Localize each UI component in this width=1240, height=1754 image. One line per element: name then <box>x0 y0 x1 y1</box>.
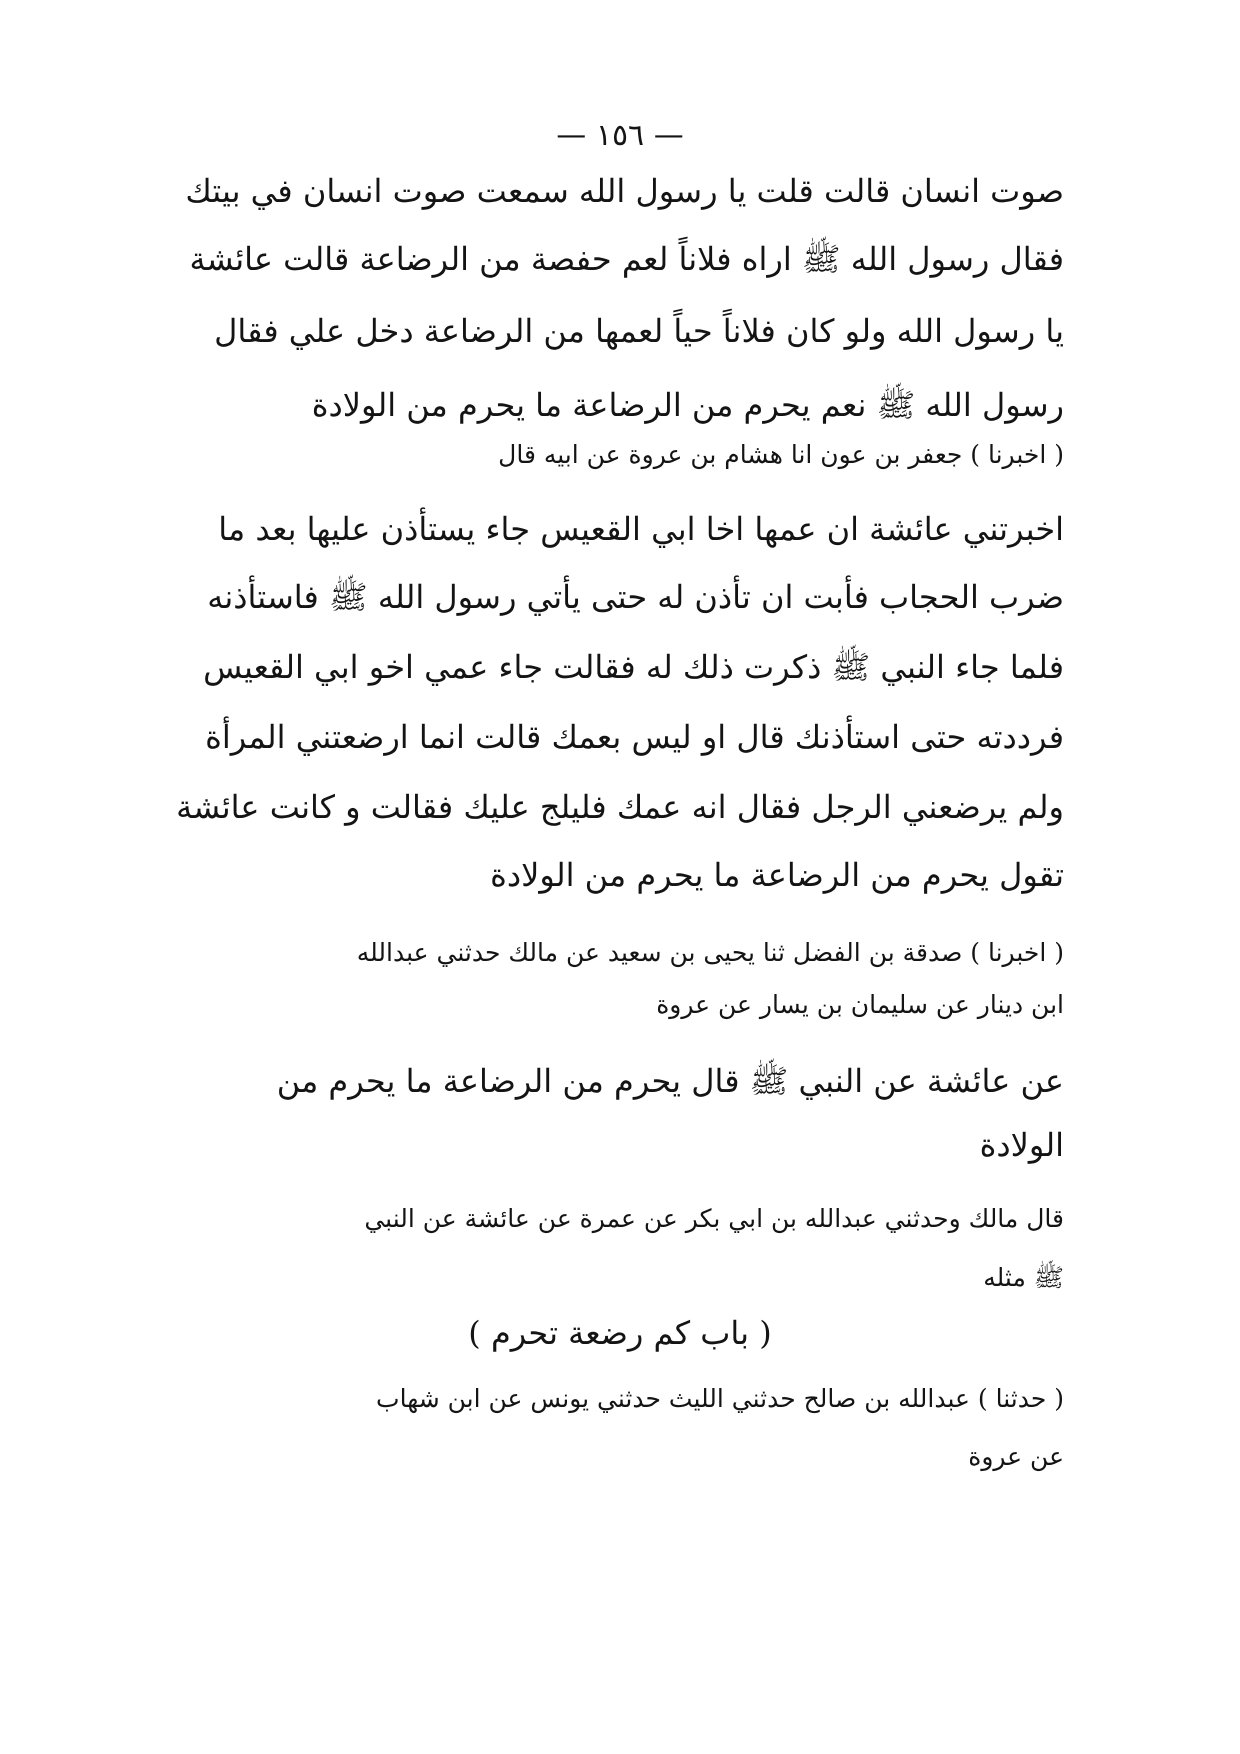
text-line-8: فرددته حتى استأذنك قال او ليس بعمك قالت انما ارضعتني المرأة <box>205 718 1064 756</box>
text-line-1: صوت انسان قالت قلت يا رسول الله سمعت صوت انسان في بيتك <box>185 172 1064 210</box>
text-line-12: الولادة <box>979 1126 1064 1164</box>
text-line-3: يا رسول الله ولو كان فلاناً حياً لعمها من الرضاعة دخل علي فقال <box>214 312 1064 350</box>
isnad-line-7: عن عروة <box>968 1442 1064 1471</box>
isnad-line-5: ﷺ مثله <box>983 1263 1064 1292</box>
text-line-10: تقول يحرم من الرضاعة ما يحرم من الولادة <box>490 856 1064 894</box>
text-line-2: فقال رسول الله ﷺ اراه فلاناً لعم حفصة من الرضاعة قالت عائشة <box>189 240 1064 278</box>
text-line-4: رسول الله ﷺ نعم يحرم من الرضاعة ما يحرم من الولادة <box>311 386 1064 424</box>
text-line-5: اخبرتني عائشة ان عمها اخا ابي القعيس جاء يستأذن عليها بعد ما <box>218 510 1064 548</box>
text-line-9: ولم يرضعني الرجل فقال انه عمك فليلج عليك فقالت و كانت عائشة <box>176 788 1064 826</box>
isnad-line-2: ( اخبرنا ) صدقة بن الفضل ثنا يحيى بن سعيد عن مالك حدثني عبدالله <box>356 938 1064 967</box>
text-line-11: عن عائشة عن النبي ﷺ قال يحرم من الرضاعة ما يحرم من <box>276 1062 1064 1100</box>
isnad-line-6: ( حدثنا ) عبدالله بن صالح حدثني الليث حدثني يونس عن ابن شهاب <box>376 1384 1064 1413</box>
text-line-6: ضرب الحجاب فأبت ان تأذن له حتى يأتي رسول الله ﷺ فاستأذنه <box>207 578 1064 616</box>
isnad-line-1: ( اخبرنا ) جعفر بن عون انا هشام بن عروة عن ابيه قال <box>498 440 1064 469</box>
chapter-heading: ( باب كم رضعة تحرم ) <box>468 1314 772 1352</box>
page-number: — ١٥٦ — <box>556 118 684 153</box>
isnad-line-4: قال مالك وحدثني عبدالله بن ابي بكر عن عمرة عن عائشة عن النبي <box>364 1204 1064 1233</box>
text-line-7: فلما جاء النبي ﷺ ذكرت ذلك له فقالت جاء عمي اخو ابي القعيس <box>203 648 1064 686</box>
isnad-line-3: ابن دينار عن سليمان بن يسار عن عروة <box>656 990 1064 1019</box>
